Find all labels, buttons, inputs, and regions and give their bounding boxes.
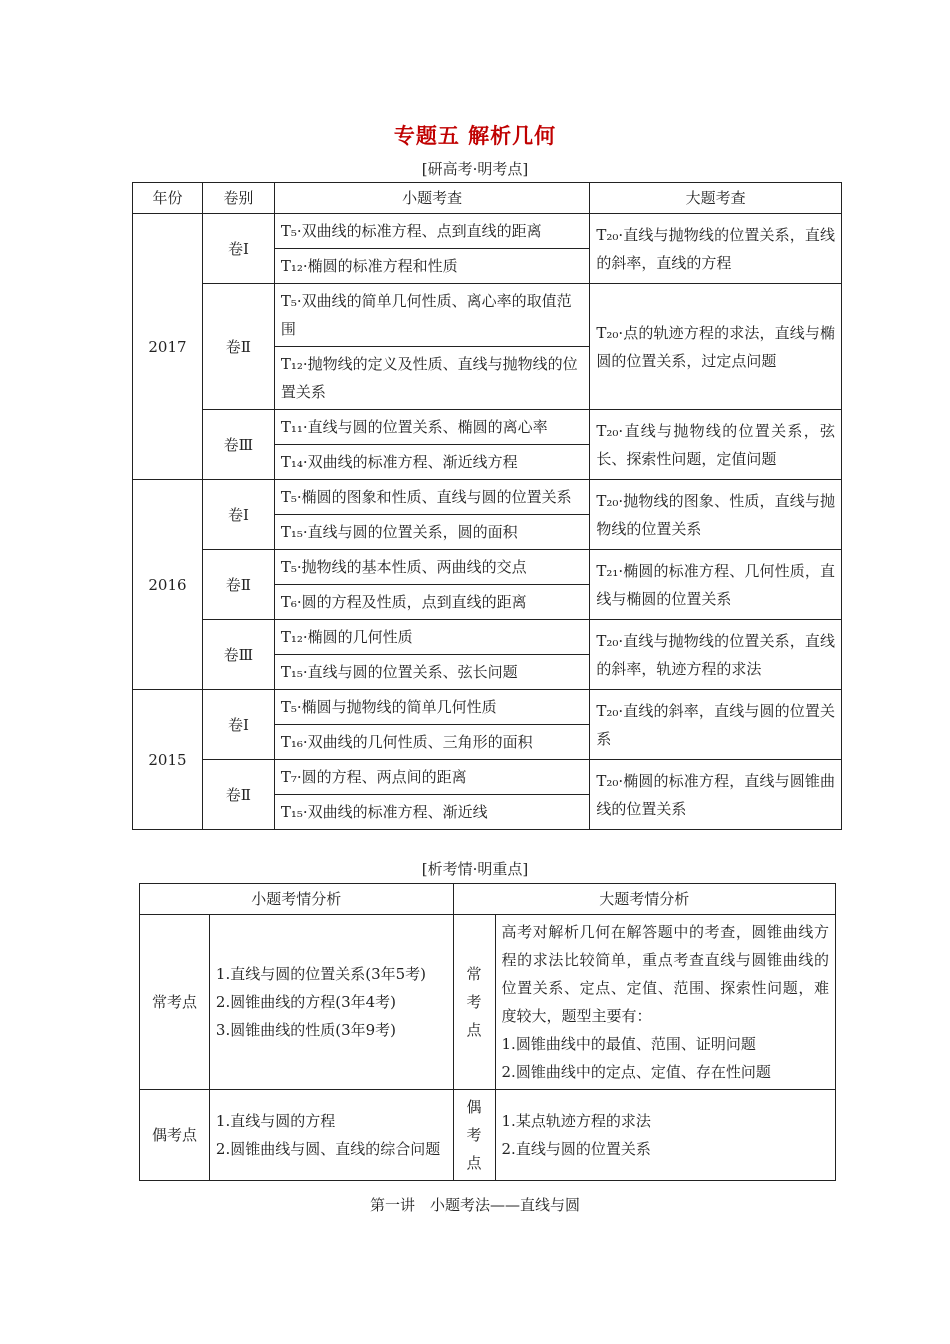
volume-cell: 卷Ⅱ <box>202 550 274 620</box>
table-row <box>140 915 836 1090</box>
header-big-analysis: 大题考情分析 <box>453 884 835 915</box>
big-question-cell: T₂₁·椭圆的标准方程、几何性质，直线与椭圆的位置关系 <box>590 550 842 620</box>
volume-cell: 卷Ⅰ <box>202 480 274 550</box>
vertical-label: 常考点 <box>466 965 482 1039</box>
small-question-cell: T₁₂·抛物线的定义及性质、直线与抛物线的位置关系 <box>274 347 589 410</box>
mid-label-frequent <box>453 915 495 1090</box>
big-question-cell: T₂₀·直线与抛物线的位置关系，弦长、探索性问题，定值问题 <box>590 410 842 480</box>
big-question-cell: T₂₀·直线与抛物线的位置关系，直线的斜率，直线的方程 <box>590 214 842 284</box>
table-header-row <box>133 183 842 214</box>
big-question-cell: T₂₀·点的轨迹方程的求法，直线与椭圆的位置关系，过定点问题 <box>590 284 842 410</box>
header-year: 年份 <box>133 183 203 214</box>
list-item: 1.直线与圆的方程 <box>215 1112 336 1130</box>
list-item: 2.直线与圆的位置关系 <box>501 1140 651 1158</box>
year-cell: 2015 <box>133 690 203 830</box>
volume-cell: 卷Ⅲ <box>202 620 274 690</box>
row-label-frequent: 常考点 <box>140 915 210 1090</box>
header-big-question: 大题考查 <box>590 183 842 214</box>
table-row <box>133 284 842 347</box>
small-question-cell: T₁₂·椭圆的标准方程和性质 <box>274 249 589 284</box>
lecture-heading: 第一讲 小题考法——直线与圆 <box>369 1196 580 1214</box>
small-question-cell: T₅·双曲线的简单几何性质、离心率的取值范围 <box>274 284 589 347</box>
volume-cell: 卷Ⅱ <box>202 284 274 410</box>
volume-cell: 卷Ⅰ <box>202 214 274 284</box>
volume-cell: 卷Ⅰ <box>202 690 274 760</box>
small-question-cell: T₁₅·双曲线的标准方程、渐近线 <box>274 795 589 830</box>
small-question-cell: T₁₁·直线与圆的位置关系、椭圆的离心率 <box>274 410 589 445</box>
section-heading-exam-points: [研高考·明考点] <box>421 160 529 178</box>
year-cell: 2016 <box>133 480 203 690</box>
big-question-cell: T₂₀·抛物线的图象、性质，直线与抛物线的位置关系 <box>590 480 842 550</box>
volume-cell: 卷Ⅲ <box>202 410 274 480</box>
vertical-label: 偶考点 <box>466 1098 482 1172</box>
page-title: 专题五 解析几何 <box>393 123 557 148</box>
small-question-cell: T₁₅·直线与圆的位置关系、弦长问题 <box>274 655 589 690</box>
table-row <box>133 760 842 795</box>
exam-points-table <box>132 182 842 830</box>
row-label-occasional: 偶考点 <box>140 1090 210 1181</box>
table-row <box>133 620 842 655</box>
small-question-cell: T₁₂·椭圆的几何性质 <box>274 620 589 655</box>
small-question-cell: T₆·圆的方程及性质，点到直线的距离 <box>274 585 589 620</box>
mid-label-occasional <box>453 1090 495 1181</box>
big-question-cell: T₂₀·直线与抛物线的位置关系，直线的斜率，轨迹方程的求法 <box>590 620 842 690</box>
section-heading-analysis: [析考情·明重点] <box>421 860 529 878</box>
table-row <box>133 480 842 515</box>
analysis-table <box>139 883 836 1181</box>
small-analysis-occasional <box>209 1090 453 1181</box>
small-question-cell: T₁₄·双曲线的标准方程、渐近线方程 <box>274 445 589 480</box>
list-item: 2.圆锥曲线的方程(3年4考) <box>215 993 397 1011</box>
big-analysis-occasional <box>495 1090 835 1181</box>
table-row <box>133 410 842 445</box>
big-question-cell: T₂₀·椭圆的标准方程，直线与圆锥曲线的位置关系 <box>590 760 842 830</box>
list-item: 3.圆锥曲线的性质(3年9考) <box>215 1021 397 1039</box>
big-analysis-frequent <box>495 915 835 1090</box>
table-row <box>133 690 842 725</box>
list-item: 1.圆锥曲线中的最值、范围、证明问题 <box>501 1035 756 1053</box>
header-small-analysis: 小题考情分析 <box>140 884 454 915</box>
volume-cell: 卷Ⅱ <box>202 760 274 830</box>
table-row <box>133 550 842 585</box>
list-item: 2.圆锥曲线中的定点、定值、存在性问题 <box>501 1063 771 1081</box>
small-analysis-frequent <box>209 915 453 1090</box>
small-question-cell: T₁₆·双曲线的几何性质、三角形的面积 <box>274 725 589 760</box>
table-header-row <box>140 884 836 915</box>
big-question-cell: T₂₀·直线的斜率，直线与圆的位置关系 <box>590 690 842 760</box>
year-cell: 2017 <box>133 214 203 480</box>
list-item: 1.某点轨迹方程的求法 <box>501 1112 651 1130</box>
small-question-cell: T₅·椭圆的图象和性质、直线与圆的位置关系 <box>274 480 589 515</box>
header-small-question: 小题考查 <box>274 183 589 214</box>
table-row <box>140 1090 836 1181</box>
list-item: 1.直线与圆的位置关系(3年5考) <box>215 965 427 983</box>
small-question-cell: T₇·圆的方程、两点间的距离 <box>274 760 589 795</box>
header-volume: 卷别 <box>202 183 274 214</box>
small-question-cell: T₁₅·直线与圆的位置关系，圆的面积 <box>274 515 589 550</box>
table-row <box>133 214 842 249</box>
list-item: 2.圆锥曲线与圆、直线的综合问题 <box>215 1140 441 1158</box>
list-item: 高考对解析几何在解答题中的考查，圆锥曲线方程的求法比较简单，重点考查直线与圆锥曲线的位置关系、定点、定值、范围、探索性问题，难度较大，题型主要有： <box>501 923 829 1025</box>
small-question-cell: T₅·抛物线的基本性质、两曲线的交点 <box>274 550 589 585</box>
small-question-cell: T₅·椭圆与抛物线的简单几何性质 <box>274 690 589 725</box>
small-question-cell: T₅·双曲线的标准方程、点到直线的距离 <box>274 214 589 249</box>
